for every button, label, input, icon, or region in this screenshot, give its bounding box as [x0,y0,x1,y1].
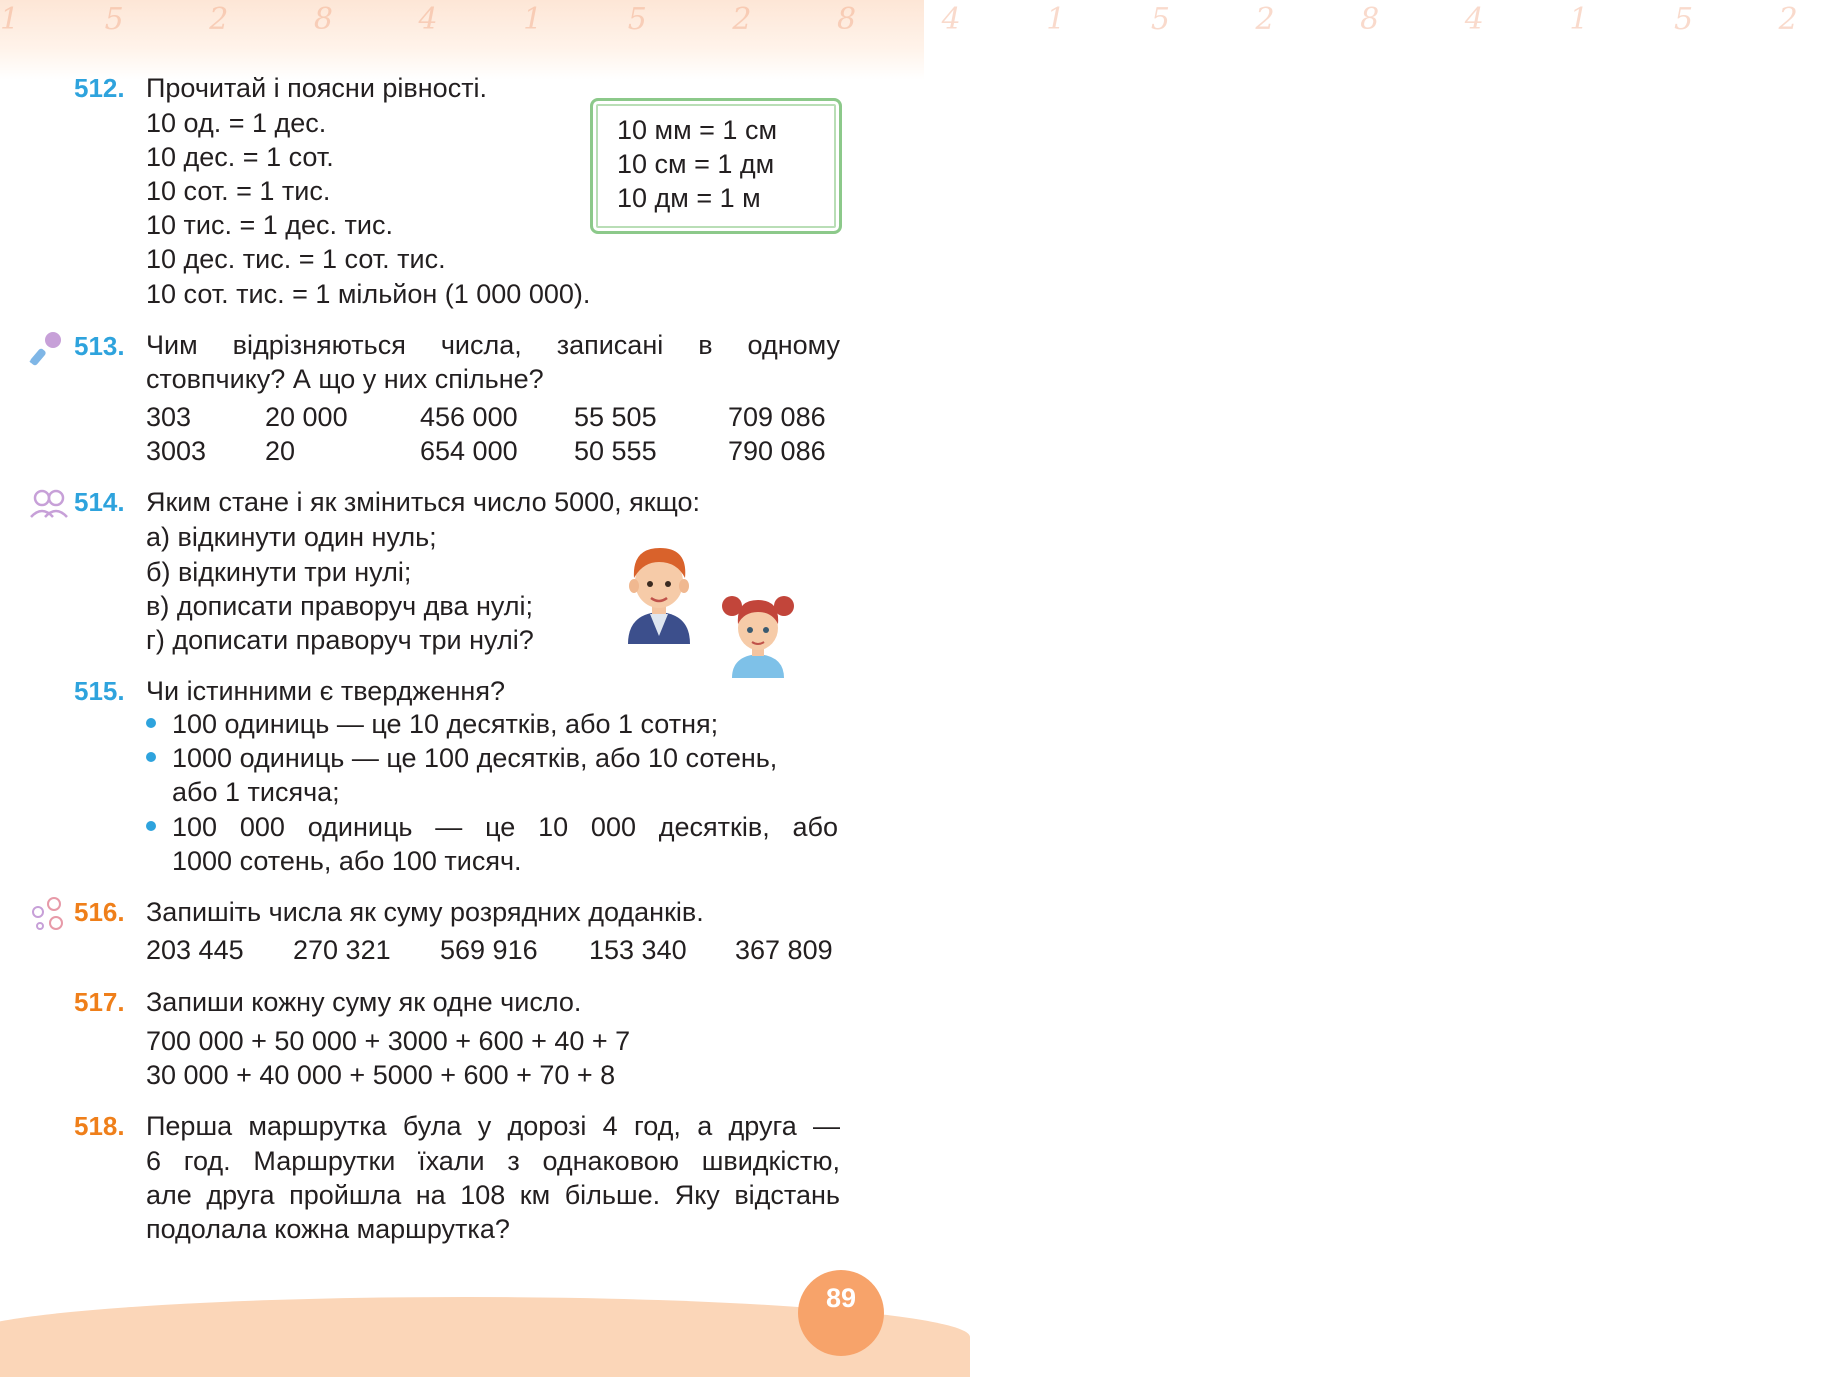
number-cell: 709 086 [728,402,826,432]
number-cell: 20 000 [265,402,348,432]
option-line: а) відкинути один нуль; [146,522,437,552]
exercise-number: 515. [74,676,125,706]
exercise-title: Яким стане і як зміниться число 5000, якщо: [146,487,701,517]
exercise-text: стовпчику? А що у них спільне? [146,364,544,394]
option-line: в) дописати праворуч два нулі; [146,591,534,621]
page-number: 89 [798,1270,884,1356]
statement-line: або 1 тисяча; [172,777,340,807]
equality-line: 10 дес. = 1 сот. [146,142,334,172]
boy-illustration [624,544,694,644]
number-cell: 153 340 [589,935,687,965]
exercise-title: Запишіть числа як суму розрядних доданків. [146,897,704,927]
number-cell: 50 555 [574,436,657,466]
number-cell: 270 321 [293,935,391,965]
equality-line: 10 тис. = 1 дес. тис. [146,210,393,240]
option-line: г) дописати праворуч три нулі? [146,625,534,655]
number-cell: 55 505 [574,402,657,432]
exercise-title: Запиши кожну суму як одне число. [146,987,582,1017]
statement-line: 1000 одиниць — це 100 десятків, або 10 сотень, [172,743,778,773]
number-cell: 303 [146,402,192,432]
problem-line: 6 год. Маршрутки їхали з однаковою швидкістю, [146,1146,840,1176]
number-cell: 569 916 [440,935,538,965]
option-line: б) відкинути три нулі; [146,557,412,587]
statement-line: 1000 сотень, або 100 тисяч. [172,846,522,876]
units-box [590,98,842,234]
statement-line: 100 000 одиниць — це 10 000 десятків, або [172,812,838,842]
equality-line: 10 сот. тис. = 1 мільйон (1 000 000). [146,279,591,309]
top-decoration [0,0,1836,80]
two-heads-icon [28,487,70,519]
exercise-number: 517. [74,987,125,1017]
equality-line: 10 сот. = 1 тис. [146,176,331,206]
exercise-number: 514. [74,487,125,517]
bullet-dot [146,821,156,831]
number-cell: 790 086 [728,436,826,466]
number-cell: 20 [265,436,296,466]
exercise-number: 516. [74,897,125,927]
exercise-text: Чим відрізняються числа, записані в одному [146,330,840,360]
bullet-dot [146,718,156,728]
bubbles-icon [28,896,66,932]
statement-line: 100 одиниць — це 10 десятків, або 1 сотня; [172,709,719,739]
decorative-digits: 1 5 2 8 4 1 5 2 8 4 1 5 2 8 4 1 5 2 [0,2,1836,37]
exercise-number: 518. [74,1111,125,1141]
number-cell: 3003 [146,436,207,466]
number-cell: 456 000 [420,402,518,432]
sum-line: 700 000 + 50 000 + 3000 + 600 + 40 + 7 [146,1026,631,1056]
number-cell: 203 445 [146,935,244,965]
equality-line: 10 дес. тис. = 1 сот. тис. [146,244,446,274]
exercise-title: Прочитай і поясни рівності. [146,73,488,103]
microphone-icon [26,328,66,368]
exercise-number: 513. [74,331,125,361]
girl-illustration [720,590,796,678]
exercise-number: 512. [74,73,125,103]
unit-equality: 10 дм = 1 м [617,183,761,213]
bullet-dot [146,752,156,762]
problem-line: подолала кожна маршрутка? [146,1214,510,1244]
problem-line: Перша маршрутка була у дорозі 4 год, а друга — [146,1111,840,1141]
exercise-title: Чи істинними є твердження? [146,676,505,706]
unit-equality: 10 см = 1 дм [617,149,775,179]
sum-line: 30 000 + 40 000 + 5000 + 600 + 70 + 8 [146,1060,616,1090]
number-cell: 367 809 [735,935,833,965]
equality-line: 10 од. = 1 дес. [146,108,327,138]
unit-equality: 10 мм = 1 см [617,115,778,145]
problem-line: але друга пройшла на 108 км більше. Яку відстань [146,1180,840,1210]
number-cell: 654 000 [420,436,518,466]
